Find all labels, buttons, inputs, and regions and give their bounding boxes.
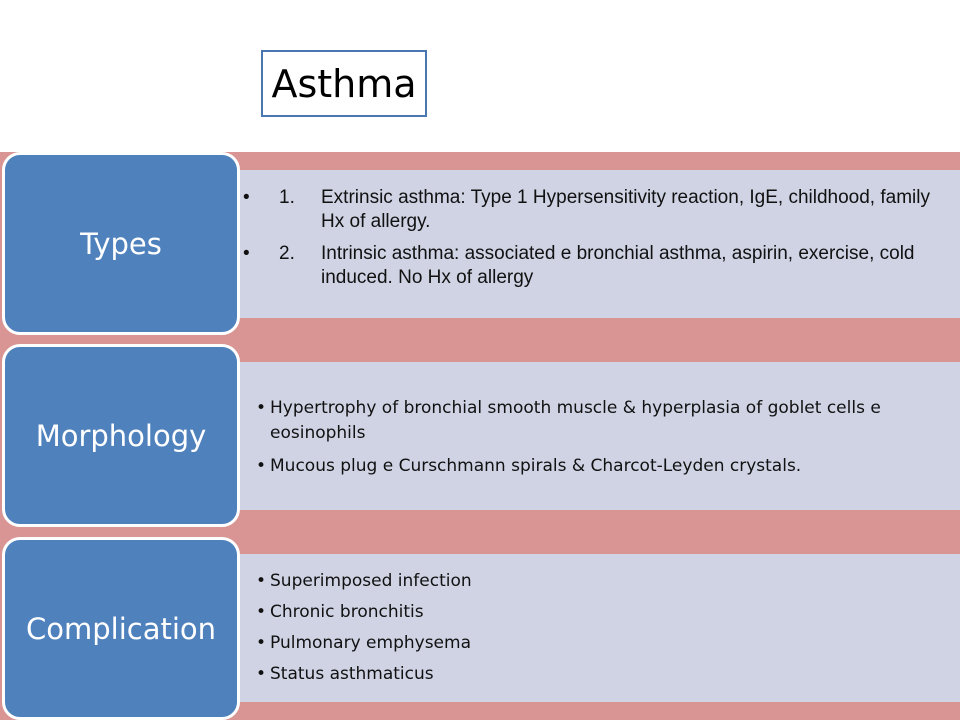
complication-label-box [2,537,240,720]
list-item [256,570,946,593]
list-item [256,663,946,686]
bullet-icon: • [243,243,250,264]
morphology-list [256,396,946,487]
list-item [256,601,946,624]
bullet-icon: • [256,633,267,653]
item-text: Extrinsic asthma: Type 1 Hypersensitivity reaction, IgE, childhood, family Hx of allergy. [321,187,930,232]
bullet-icon: • [256,398,267,418]
bullet-icon: • [256,571,267,591]
bullet-icon: • [256,456,267,476]
bullet-icon: • [243,187,250,208]
types-list [243,186,933,298]
complication-list [256,570,946,694]
item-text: Chronic bronchitis [270,602,424,622]
item-text: Pulmonary emphysema [270,633,471,653]
slide-title: Asthma [261,50,427,117]
morphology-label-box [2,344,240,527]
item-text: Intrinsic asthma: associated e bronchial asthma, aspirin, exercise, cold induced. No Hx of allergy [321,243,915,288]
item-text: Hypertrophy of bronchial smooth muscle & hyperplasia of goblet cells e eosinophils [270,398,881,443]
item-text: Mucous plug e Curschmann spirals & Charcot-Leyden crystals. [270,456,802,476]
list-item [243,186,933,234]
item-text: Status asthmaticus [270,664,434,684]
morphology-label: Morphology [35,418,207,453]
list-item [256,454,946,479]
bullet-icon: • [256,664,267,684]
list-item [256,396,946,446]
complication-label: Complication [25,611,217,646]
list-item [243,242,933,290]
types-label: Types [80,226,162,261]
list-item [256,632,946,655]
types-label-box [2,152,240,335]
item-number: 1. [279,187,295,208]
item-text: Superimposed infection [270,571,472,591]
bullet-icon: • [256,602,267,622]
item-number: 2. [279,243,295,264]
